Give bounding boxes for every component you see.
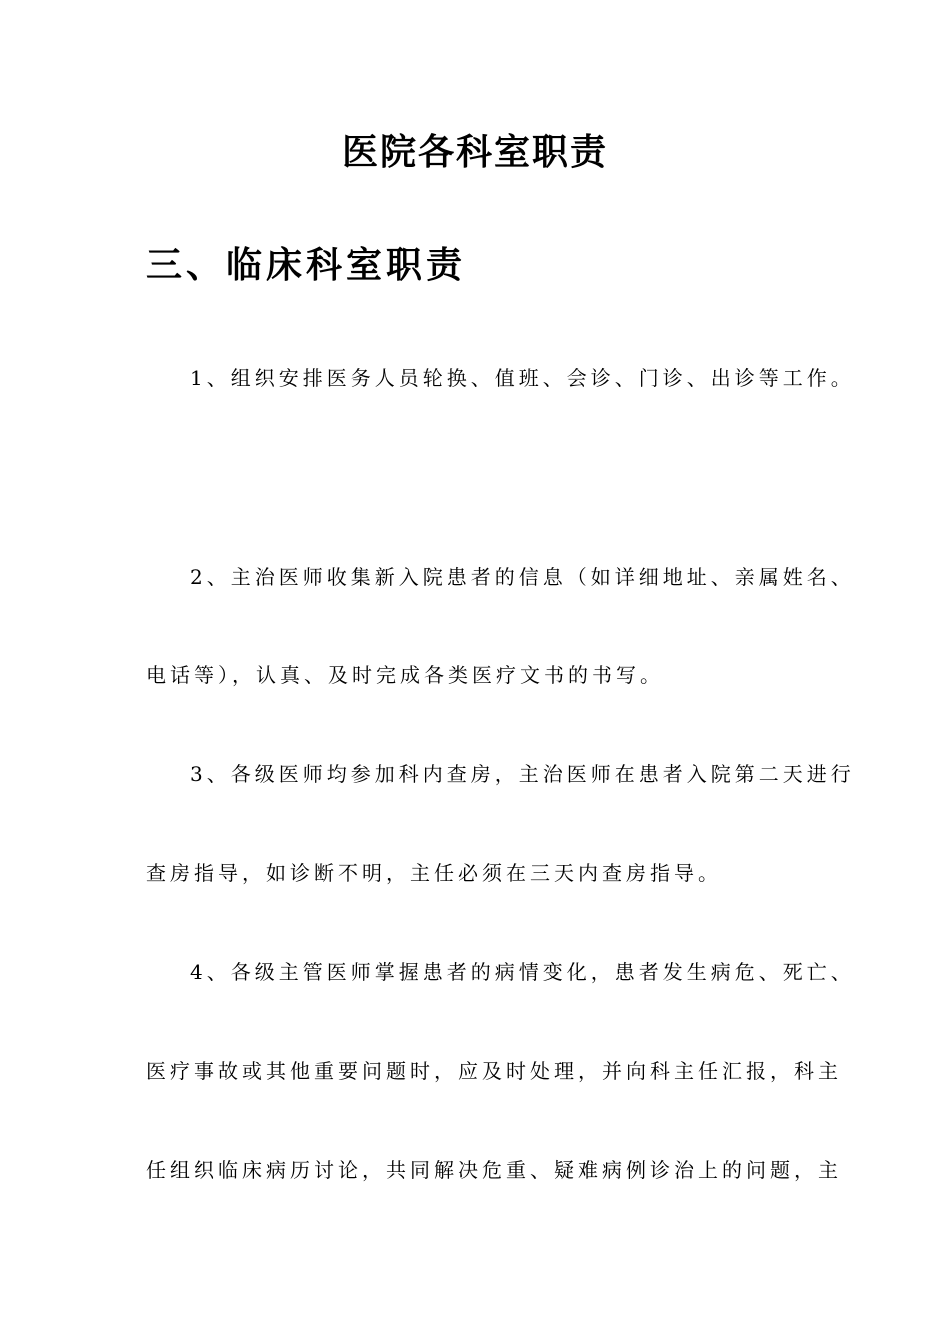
paragraph-2-line-2: 电话等），认真、及时完成各类医疗文书的书写。 <box>146 663 664 687</box>
paragraph-3-line-2: 查房指导，如诊断不明，主任必须在三天内查房指导。 <box>146 861 722 885</box>
paragraph-4-line-2: 医疗事故或其他重要问题时，应及时处理，并向科主任汇报，科主 <box>146 1059 842 1083</box>
paragraph-4-line-1: 4、各级主管医师掌握患者的病情变化，患者发生病危、死亡、 <box>190 960 855 984</box>
document-title: 医院各科室职责 <box>341 131 608 173</box>
paragraph-1-line-1: 1、组织安排医务人员轮换、值班、会诊、门诊、出诊等工作。 <box>190 366 855 390</box>
paragraph-4-line-3: 任组织临床病历讨论，共同解决危重、疑难病例诊治上的问题，主 <box>146 1158 842 1182</box>
paragraph-3-line-1: 3、各级医师均参加科内查房，主治医师在患者入院第二天进行 <box>190 762 855 786</box>
paragraph-2-line-1: 2、主治医师收集新入院患者的信息（如详细地址、亲属姓名、 <box>190 565 855 589</box>
section-heading: 三、临床科室职责 <box>146 245 467 286</box>
